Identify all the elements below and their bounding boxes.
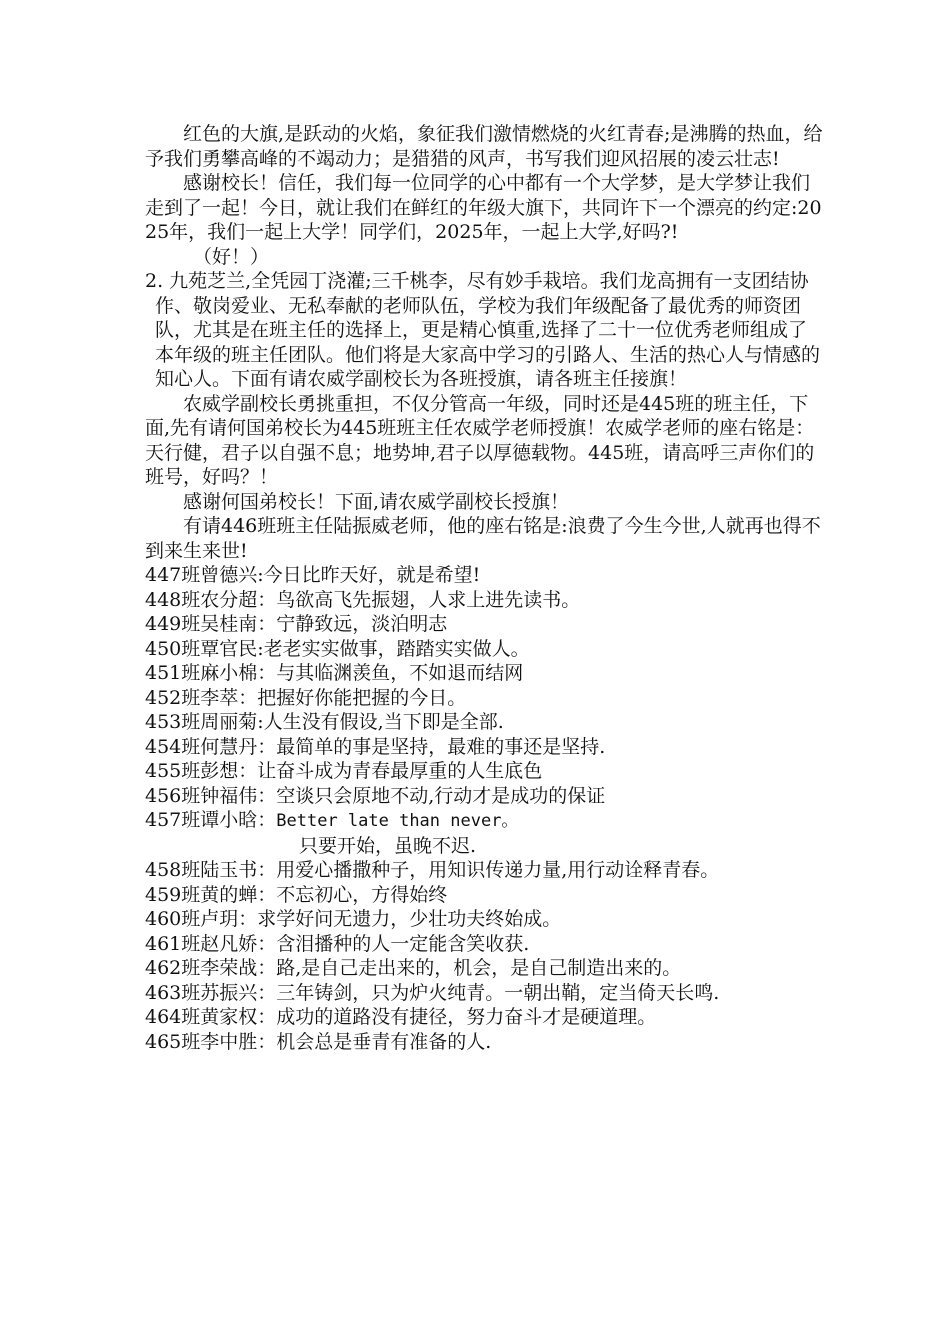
- motto-457-label: 457班谭小晗：: [145, 809, 277, 831]
- motto-463: 463班苏振兴：三年铸剑，只为炉火纯青。一朝出鞘，定当倚天长鸣.: [145, 981, 720, 1004]
- paragraph-section-2: 2. 九苑芝兰,全凭园丁浇灌;三千桃李，尽有妙手栽培。我们龙高拥有一支团结协作、敬岗爱业、无私奉献的老师队伍，学校为我们年级配备了最优秀的师资团队，尤其是在班主任的选择上，更是精心慎重,选择了二十一位优秀老师组成了本年级的班主任团队。他们将是大家高中学习的引路人、生活的热心人与情感的知心人。下面有请农威学副校长为各班授旗，请各班主任接旗！: [145, 270, 821, 390]
- motto-448: 448班农分超：鸟欲高飞先振翅，人求上进先读书。: [145, 588, 581, 611]
- motto-454: 454班何慧丹：最简单的事是坚持，最难的事还是坚持.: [145, 735, 606, 758]
- motto-447: 447班曾德兴:今日比昨天好，就是希望!: [145, 564, 481, 586]
- document-body: [145, 122, 825, 1054]
- paragraph-banner: 红色的大旗,是跃动的火焰，象征我们激情燃烧的火红青春;是沸腾的热血，给予我们勇攀高峰的不竭动力；是猎猎的风声，书写我们迎风招展的凌云壮志!: [145, 123, 823, 170]
- paragraph-thanks: 感谢何国弟校长！下面,请农威学副校长授旗！: [183, 490, 570, 513]
- motto-455: 455班彭想：让奋斗成为青春最厚重的人生底色: [145, 760, 543, 782]
- motto-462: 462班李荣战：路,是自己走出来的，机会，是自己制造出来的。: [145, 957, 682, 979]
- motto-450: 450班覃官民:老老实实做事，踏踏实实做人。: [145, 637, 530, 660]
- motto-461: 461班赵凡娇：含泪播种的人一定能含笑收获.: [145, 932, 530, 955]
- motto-460: 460班卢玥：求学好问无遗力，少壮功夫终始成。: [145, 908, 562, 930]
- paragraph-response: （好！）: [193, 245, 270, 268]
- motto-451: 451班麻小棉：与其临渊羡鱼，不如退而结网: [145, 662, 524, 684]
- motto-456: 456班钟福伟：空谈只会原地不动,行动才是成功的保证: [145, 784, 606, 807]
- paragraph-446: 有请446班班主任陆振威老师，他的座右铭是:浪费了今生今世,人就再也得不到来生来世!: [145, 515, 821, 562]
- motto-452: 452班李萃：把握好你能把握的今日。: [145, 686, 467, 709]
- motto-458: 458班陆玉书：用爱心播撒种子，用知识传递力量,用行动诠释青春。: [145, 859, 720, 881]
- motto-457-chinese: 只要开始，虽晚不迟.: [299, 834, 477, 857]
- motto-449: 449班吴桂南：宁静致远，淡泊明志: [145, 613, 448, 635]
- motto-459: 459班黄的蝉：不忘初心，方得始终: [145, 883, 448, 906]
- motto-464: 464班黄家权：成功的道路没有捷径，努力奋斗才是硬道理。: [145, 1006, 657, 1028]
- motto-457-english: Better late than never。: [276, 811, 519, 831]
- motto-453: 453班周丽菊:人生没有假设,当下即是全部.: [145, 711, 504, 733]
- paragraph-445: 农威学副校长勇挑重担，不仅分管高一年级，同时还是445班的班主任，下面,先有请何国弟校长为445班班主任农威学老师授旗！农威学老师的座右铭是：天行健，君子以自强不息；地势坤,君子以厚德载物。445班，请高呼三声你们的班号，好吗？！: [145, 392, 815, 488]
- motto-457: [145, 808, 825, 834]
- paragraph-dream: 感谢校长！信任，我们每一位同学的心中都有一个大学梦，是大学梦让我们走到了一起！今日，就让我们在鲜红的年级大旗下，共同许下一个漂亮的约定:2025年，我们一起上大学！同学们，2025年，一起上大学,好吗?!: [145, 172, 822, 243]
- motto-465: 465班李中胜：机会总是垂青有准备的人.: [145, 1030, 492, 1053]
